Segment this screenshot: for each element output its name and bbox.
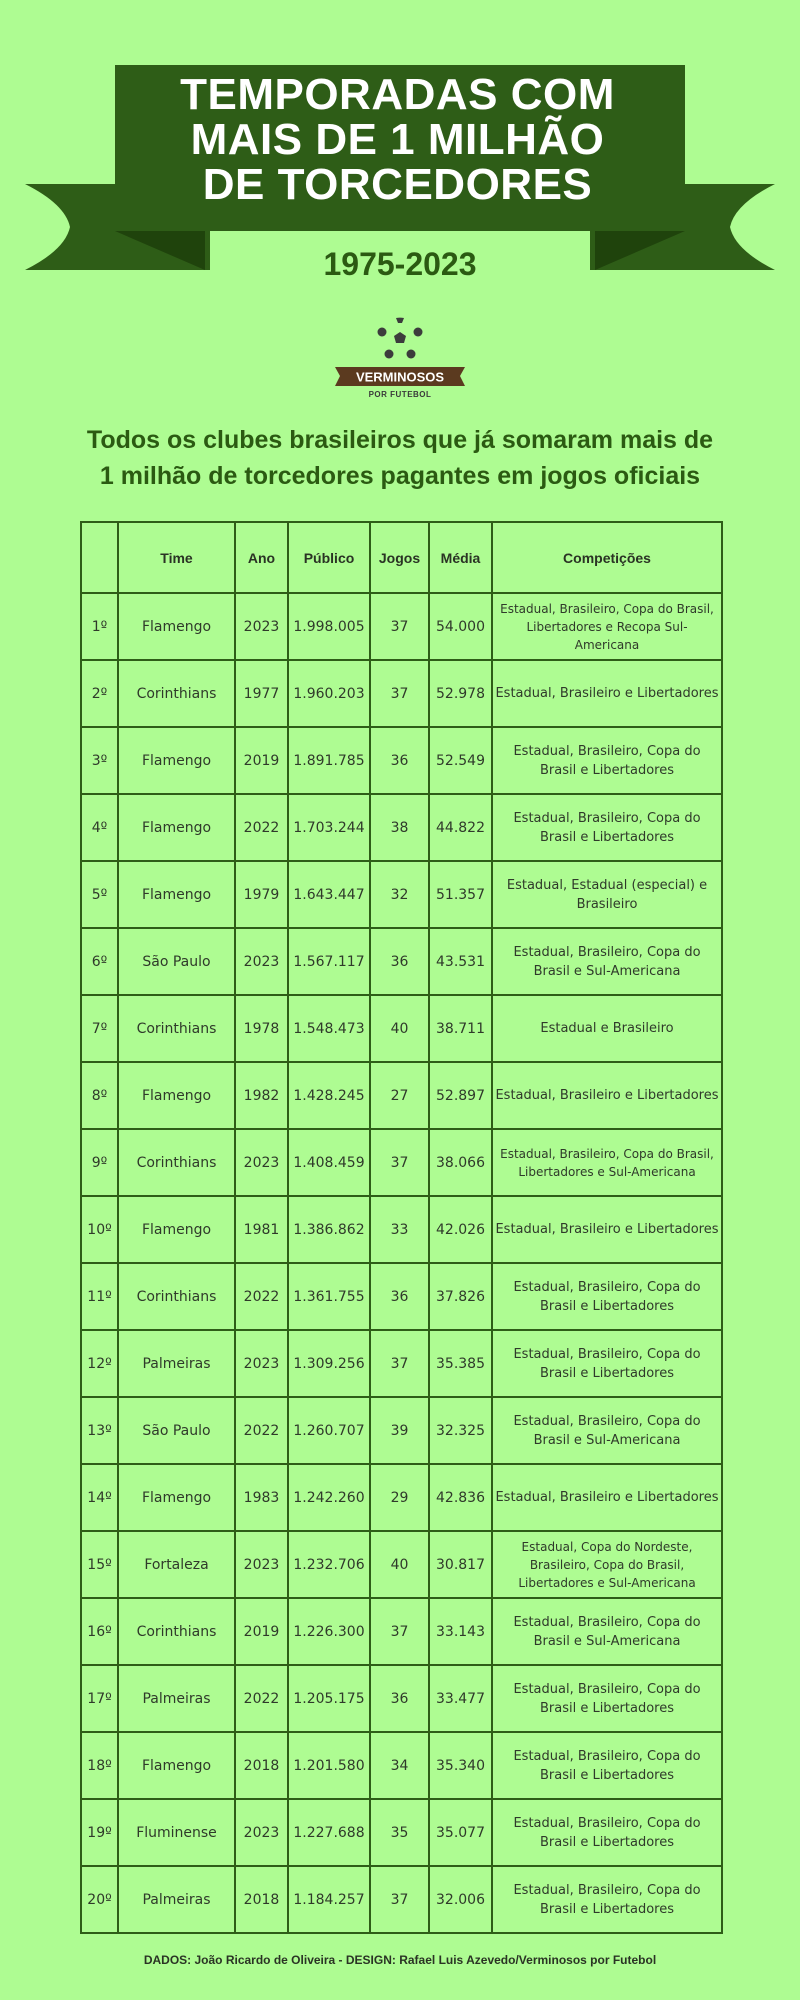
competitions-cell: Estadual, Brasileiro e Libertadores	[492, 1062, 722, 1129]
table-row	[81, 995, 722, 1062]
verminosos-logo	[333, 312, 467, 402]
competitions-cell: Estadual, Brasileiro, Copa do Brasil e Sul-Americana	[492, 1397, 722, 1464]
table-row	[81, 660, 722, 727]
rank-cell: 19º	[81, 1799, 118, 1866]
attendance-cell: 1.184.257	[288, 1866, 370, 1933]
team-cell: Corinthians	[118, 1263, 235, 1330]
competitions-cell: Estadual, Brasileiro, Copa do Brasil e Libertadores	[492, 1732, 722, 1799]
average-cell: 38.066	[429, 1129, 492, 1196]
table-row	[81, 727, 722, 794]
average-cell: 54.000	[429, 593, 492, 660]
competitions-cell: Estadual, Brasileiro, Copa do Brasil e Libertadores	[492, 794, 722, 861]
attendance-cell: 1.643.447	[288, 861, 370, 928]
year-cell: 2023	[235, 1330, 288, 1397]
games-cell: 32	[370, 861, 429, 928]
games-cell: 29	[370, 1464, 429, 1531]
average-cell: 37.826	[429, 1263, 492, 1330]
header-year: Ano	[235, 522, 288, 593]
average-cell: 42.026	[429, 1196, 492, 1263]
header-team: Time	[118, 522, 235, 593]
year-cell: 2022	[235, 1665, 288, 1732]
competitions-cell: Estadual, Brasileiro, Copa do Brasil, Libertadores e Recopa Sul-Americana	[492, 593, 722, 660]
competitions-cell: Estadual, Brasileiro, Copa do Brasil e Libertadores	[492, 1665, 722, 1732]
competitions-cell: Estadual, Brasileiro, Copa do Brasil e Libertadores	[492, 1799, 722, 1866]
table-row	[81, 1732, 722, 1799]
rank-cell: 15º	[81, 1531, 118, 1598]
year-cell: 1979	[235, 861, 288, 928]
attendance-table	[80, 521, 723, 1934]
games-cell: 36	[370, 727, 429, 794]
table-row	[81, 794, 722, 861]
games-cell: 37	[370, 1330, 429, 1397]
attendance-cell: 1.548.473	[288, 995, 370, 1062]
rank-cell: 20º	[81, 1866, 118, 1933]
attendance-cell: 1.309.256	[288, 1330, 370, 1397]
header-attendance: Público	[288, 522, 370, 593]
table-row	[81, 1263, 722, 1330]
games-cell: 37	[370, 660, 429, 727]
rank-cell: 18º	[81, 1732, 118, 1799]
rank-cell: 12º	[81, 1330, 118, 1397]
year-cell: 2023	[235, 593, 288, 660]
attendance-cell: 1.386.862	[288, 1196, 370, 1263]
header-rank	[81, 522, 118, 593]
team-cell: Flamengo	[118, 727, 235, 794]
table-row	[81, 1665, 722, 1732]
logo-wordmark: VERMINOSOS	[355, 369, 445, 385]
table-row	[81, 928, 722, 995]
games-cell: 39	[370, 1397, 429, 1464]
games-cell: 37	[370, 593, 429, 660]
year-cell: 1978	[235, 995, 288, 1062]
competitions-cell: Estadual, Brasileiro, Copa do Brasil e Libertadores	[492, 1866, 722, 1933]
table-row	[81, 1330, 722, 1397]
competitions-cell: Estadual, Copa do Nordeste, Brasileiro, Copa do Brasil, Libertadores e Sul-Americana	[492, 1531, 722, 1598]
competitions-cell: Estadual, Brasileiro, Copa do Brasil e Libertadores	[492, 1330, 722, 1397]
competitions-cell: Estadual, Brasileiro e Libertadores	[492, 1196, 722, 1263]
subtitle: Todos os clubes brasileiros que já somaram mais de 1 milhão de torcedores pagantes em jogos oficiais	[86, 426, 714, 490]
table-row	[81, 1531, 722, 1598]
table-header-row	[81, 522, 722, 593]
team-cell: São Paulo	[118, 1397, 235, 1464]
team-cell: Flamengo	[118, 1732, 235, 1799]
rank-cell: 16º	[81, 1598, 118, 1665]
table-row	[81, 593, 722, 660]
team-cell: Palmeiras	[118, 1866, 235, 1933]
year-cell: 2019	[235, 727, 288, 794]
year-cell: 2023	[235, 928, 288, 995]
table-row	[81, 1129, 722, 1196]
competitions-cell: Estadual, Estadual (especial) e Brasileiro	[492, 861, 722, 928]
rank-cell: 17º	[81, 1665, 118, 1732]
games-cell: 36	[370, 1665, 429, 1732]
average-cell: 35.340	[429, 1732, 492, 1799]
table-row	[81, 1866, 722, 1933]
year-cell: 2023	[235, 1799, 288, 1866]
team-cell: Flamengo	[118, 593, 235, 660]
rank-cell: 7º	[81, 995, 118, 1062]
attendance-cell: 1.891.785	[288, 727, 370, 794]
soccer-ball-icon	[378, 316, 423, 360]
attendance-cell: 1.998.005	[288, 593, 370, 660]
rank-cell: 3º	[81, 727, 118, 794]
average-cell: 52.897	[429, 1062, 492, 1129]
average-cell: 33.143	[429, 1598, 492, 1665]
average-cell: 38.711	[429, 995, 492, 1062]
average-cell: 33.477	[429, 1665, 492, 1732]
rank-cell: 1º	[81, 593, 118, 660]
average-cell: 43.531	[429, 928, 492, 995]
attendance-cell: 1.227.688	[288, 1799, 370, 1866]
attendance-cell: 1.960.203	[288, 660, 370, 727]
team-cell: Corinthians	[118, 1598, 235, 1665]
rank-cell: 5º	[81, 861, 118, 928]
table-row	[81, 861, 722, 928]
games-cell: 37	[370, 1866, 429, 1933]
table-row	[81, 1397, 722, 1464]
average-cell: 32.006	[429, 1866, 492, 1933]
rank-cell: 13º	[81, 1397, 118, 1464]
games-cell: 33	[370, 1196, 429, 1263]
games-cell: 40	[370, 1531, 429, 1598]
rank-cell: 2º	[81, 660, 118, 727]
attendance-cell: 1.260.707	[288, 1397, 370, 1464]
table-row	[81, 1062, 722, 1129]
games-cell: 38	[370, 794, 429, 861]
team-cell: Flamengo	[118, 794, 235, 861]
attendance-cell: 1.703.244	[288, 794, 370, 861]
rank-cell: 6º	[81, 928, 118, 995]
average-cell: 52.978	[429, 660, 492, 727]
team-cell: Corinthians	[118, 995, 235, 1062]
year-cell: 2022	[235, 1397, 288, 1464]
team-cell: São Paulo	[118, 928, 235, 995]
team-cell: Corinthians	[118, 1129, 235, 1196]
year-cell: 1983	[235, 1464, 288, 1531]
attendance-cell: 1.232.706	[288, 1531, 370, 1598]
year-cell: 2023	[235, 1129, 288, 1196]
table-row	[81, 1598, 722, 1665]
team-cell: Palmeiras	[118, 1665, 235, 1732]
year-cell: 2019	[235, 1598, 288, 1665]
logo-tagline: POR FUTEBOL	[368, 390, 432, 399]
attendance-cell: 1.226.300	[288, 1598, 370, 1665]
games-cell: 37	[370, 1598, 429, 1665]
year-cell: 2023	[235, 1531, 288, 1598]
games-cell: 34	[370, 1732, 429, 1799]
rank-cell: 4º	[81, 794, 118, 861]
team-cell: Flamengo	[118, 861, 235, 928]
games-cell: 35	[370, 1799, 429, 1866]
team-cell: Fortaleza	[118, 1531, 235, 1598]
games-cell: 27	[370, 1062, 429, 1129]
average-cell: 30.817	[429, 1531, 492, 1598]
rank-cell: 8º	[81, 1062, 118, 1129]
team-cell: Fluminense	[118, 1799, 235, 1866]
attendance-cell: 1.428.245	[288, 1062, 370, 1129]
table-row	[81, 1799, 722, 1866]
games-cell: 40	[370, 995, 429, 1062]
competitions-cell: Estadual, Brasileiro e Libertadores	[492, 660, 722, 727]
year-cell: 1982	[235, 1062, 288, 1129]
average-cell: 42.836	[429, 1464, 492, 1531]
header-games: Jogos	[370, 522, 429, 593]
team-cell: Flamengo	[118, 1062, 235, 1129]
attendance-cell: 1.201.580	[288, 1732, 370, 1799]
competitions-cell: Estadual, Brasileiro, Copa do Brasil e Sul-Americana	[492, 1598, 722, 1665]
attendance-cell: 1.408.459	[288, 1129, 370, 1196]
header-average: Média	[429, 522, 492, 593]
competitions-cell: Estadual, Brasileiro e Libertadores	[492, 1464, 722, 1531]
header-competitions: Competições	[492, 522, 722, 593]
attendance-cell: 1.242.260	[288, 1464, 370, 1531]
team-cell: Corinthians	[118, 660, 235, 727]
attendance-cell: 1.361.755	[288, 1263, 370, 1330]
team-cell: Flamengo	[118, 1196, 235, 1263]
year-cell: 1981	[235, 1196, 288, 1263]
team-cell: Palmeiras	[118, 1330, 235, 1397]
rank-cell: 10º	[81, 1196, 118, 1263]
rank-cell: 11º	[81, 1263, 118, 1330]
page-title: TEMPORADAS COM MAIS DE 1 MILHÃO DE TORCEDORES	[180, 70, 615, 209]
year-cell: 2018	[235, 1732, 288, 1799]
year-cell: 1977	[235, 660, 288, 727]
average-cell: 44.822	[429, 794, 492, 861]
year-cell: 2022	[235, 794, 288, 861]
average-cell: 35.385	[429, 1330, 492, 1397]
rank-cell: 14º	[81, 1464, 118, 1531]
table-row	[81, 1196, 722, 1263]
competitions-cell: Estadual, Brasileiro, Copa do Brasil e Libertadores	[492, 1263, 722, 1330]
average-cell: 32.325	[429, 1397, 492, 1464]
competitions-cell: Estadual, Brasileiro, Copa do Brasil, Libertadores e Sul-Americana	[492, 1129, 722, 1196]
year-cell: 2022	[235, 1263, 288, 1330]
rank-cell: 9º	[81, 1129, 118, 1196]
attendance-cell: 1.567.117	[288, 928, 370, 995]
average-cell: 52.549	[429, 727, 492, 794]
team-cell: Flamengo	[118, 1464, 235, 1531]
competitions-cell: Estadual, Brasileiro, Copa do Brasil e Sul-Americana	[492, 928, 722, 995]
games-cell: 36	[370, 928, 429, 995]
attendance-cell: 1.205.175	[288, 1665, 370, 1732]
games-cell: 36	[370, 1263, 429, 1330]
year-cell: 2018	[235, 1866, 288, 1933]
average-cell: 51.357	[429, 861, 492, 928]
games-cell: 37	[370, 1129, 429, 1196]
average-cell: 35.077	[429, 1799, 492, 1866]
competitions-cell: Estadual, Brasileiro, Copa do Brasil e Libertadores	[492, 727, 722, 794]
year-range: 1975-2023	[323, 246, 477, 282]
table-row	[81, 1464, 722, 1531]
competitions-cell: Estadual e Brasileiro	[492, 995, 722, 1062]
credits: DADOS: João Ricardo de Oliveira - DESIGN: Rafael Luis Azevedo/Verminosos por Futebol	[143, 1953, 657, 1967]
